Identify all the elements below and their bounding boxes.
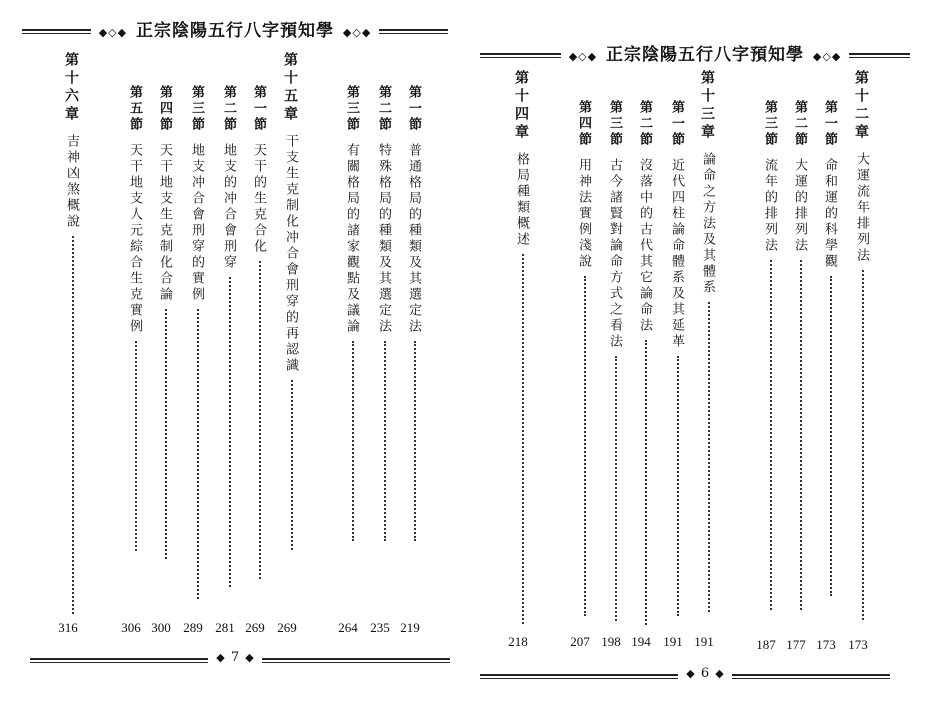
leader-dots bbox=[352, 341, 354, 541]
entry-title: 有關格局的諸家觀點及議論 bbox=[344, 143, 359, 335]
leader-dots bbox=[522, 254, 524, 624]
page-ref: 219 bbox=[400, 620, 420, 635]
entry-label: 第五節 bbox=[127, 85, 142, 133]
page-ref: 300 bbox=[151, 620, 171, 635]
toc-entry bbox=[852, 70, 874, 620]
entry-label: 第十六章 bbox=[63, 52, 79, 124]
entry-title: 天干地支人元綜合生克實例 bbox=[127, 143, 142, 335]
page-ref: 177 bbox=[786, 637, 806, 652]
entry-title: 格局種類概述 bbox=[514, 152, 529, 248]
page-number: 6 bbox=[700, 666, 710, 681]
entry-title: 大運的排列法 bbox=[792, 158, 807, 254]
ornament-icon: ◆ bbox=[686, 667, 695, 680]
page-ref: 191 bbox=[694, 634, 714, 649]
leader-dots bbox=[584, 276, 586, 616]
toc-entry bbox=[187, 85, 209, 599]
ornament-icon: ◆◇◆ bbox=[812, 50, 842, 63]
entry-label: 第三節 bbox=[344, 85, 359, 133]
leader-dots bbox=[830, 276, 832, 596]
leader-dots bbox=[72, 236, 74, 614]
page-ref: 289 bbox=[183, 620, 203, 635]
leader-dots bbox=[384, 341, 386, 541]
entry-title: 吉神凶煞概說 bbox=[64, 134, 79, 230]
entry-label: 第二節 bbox=[792, 100, 807, 148]
leader-dots bbox=[197, 309, 199, 599]
leader-dots bbox=[135, 341, 137, 551]
entry-label: 第一節 bbox=[251, 85, 266, 133]
toc-entry bbox=[404, 85, 426, 541]
ornament-icon: ◆◇◆ bbox=[342, 26, 372, 39]
entry-label: 第三節 bbox=[607, 100, 622, 148]
toc-entry bbox=[219, 85, 241, 587]
toc-entry bbox=[667, 100, 689, 616]
entry-title: 天干的生克合化 bbox=[251, 143, 266, 255]
entry-title: 大運流年排列法 bbox=[854, 152, 869, 264]
page-ref: 198 bbox=[601, 634, 621, 649]
entry-title: 地支冲合會刑穿的實例 bbox=[189, 143, 204, 303]
toc-entry bbox=[281, 52, 303, 550]
left-page-header bbox=[0, 16, 470, 41]
entry-label: 第四節 bbox=[157, 85, 172, 133]
entry-title: 古今諸賢對論命方式之看法 bbox=[607, 158, 622, 350]
toc-entry bbox=[512, 70, 534, 624]
leader-dots bbox=[229, 277, 231, 587]
page-ref: 235 bbox=[370, 620, 390, 635]
leader-dots bbox=[165, 309, 167, 559]
entry-label: 第一節 bbox=[406, 85, 421, 133]
page-ref: 264 bbox=[338, 620, 358, 635]
entry-label: 第二節 bbox=[221, 85, 236, 133]
entry-title: 近代四柱論命體系及其延革 bbox=[669, 158, 684, 350]
toc-entry bbox=[790, 100, 812, 610]
entry-title: 天干地支生克制化合論 bbox=[157, 143, 172, 303]
ornament-icon: ◆ bbox=[216, 651, 225, 664]
entry-title: 用神法實例淺說 bbox=[576, 158, 591, 270]
entry-label: 第十二章 bbox=[853, 70, 869, 142]
right-page-footer bbox=[470, 666, 940, 681]
toc-entry bbox=[342, 85, 364, 541]
page-ref: 173 bbox=[816, 637, 836, 652]
leader-dots bbox=[645, 340, 647, 625]
entry-title: 流年的排列法 bbox=[762, 158, 777, 254]
toc-entry bbox=[125, 85, 147, 551]
leader-dots bbox=[862, 270, 864, 620]
toc-entry bbox=[698, 70, 720, 612]
entry-title: 干支生克制化冲合會刑穿的再認識 bbox=[283, 134, 298, 374]
leader-dots bbox=[770, 260, 772, 610]
entry-label: 第十三章 bbox=[699, 70, 715, 142]
page-ref: 218 bbox=[508, 634, 528, 649]
page-number: 7 bbox=[230, 650, 240, 665]
page-number-wrap bbox=[678, 666, 732, 681]
leader-dots bbox=[677, 356, 679, 616]
toc-entry bbox=[605, 100, 627, 621]
entry-label: 第二節 bbox=[376, 85, 391, 133]
leader-dots bbox=[414, 341, 416, 541]
toc-entry bbox=[760, 100, 782, 610]
toc-entry bbox=[574, 100, 596, 616]
entry-title: 命和運的科學觀 bbox=[822, 158, 837, 270]
toc-entry bbox=[820, 100, 842, 596]
leader-dots bbox=[708, 302, 710, 612]
toc-entry bbox=[249, 85, 271, 579]
entry-label: 第二節 bbox=[637, 100, 652, 148]
entry-title: 沒落中的古代其它論命法 bbox=[637, 158, 652, 334]
leader-dots bbox=[615, 356, 617, 621]
right-page bbox=[470, 0, 940, 712]
entry-title: 特殊格局的種類及其選定法 bbox=[376, 143, 391, 335]
left-page-footer bbox=[0, 650, 470, 665]
page-ref: 187 bbox=[756, 637, 776, 652]
page-ref: 306 bbox=[121, 620, 141, 635]
toc-entry bbox=[374, 85, 396, 541]
header-title-wrap bbox=[91, 16, 380, 41]
page-number-wrap bbox=[208, 650, 262, 665]
right-page-header bbox=[470, 40, 940, 65]
page-ref: 269 bbox=[245, 620, 265, 635]
entry-title: 普通格局的種類及其選定法 bbox=[406, 143, 421, 335]
leader-dots bbox=[291, 380, 293, 550]
page-ref: 173 bbox=[848, 637, 868, 652]
page-ref: 191 bbox=[663, 634, 683, 649]
ornament-icon: ◆ bbox=[245, 651, 254, 664]
leader-dots bbox=[259, 261, 261, 579]
entry-label: 第四節 bbox=[576, 100, 591, 148]
header-title: 正宗陰陽五行八字預知學 bbox=[136, 21, 334, 41]
page-ref: 316 bbox=[58, 620, 78, 635]
toc-entry bbox=[62, 52, 84, 614]
entry-label: 第十四章 bbox=[513, 70, 529, 142]
entry-label: 第一節 bbox=[669, 100, 684, 148]
leader-dots bbox=[800, 260, 802, 610]
entry-title: 地支的冲合會刑穿 bbox=[221, 143, 236, 271]
ornament-icon: ◆◇◆ bbox=[568, 50, 598, 63]
entry-label: 第三節 bbox=[189, 85, 204, 133]
header-title: 正宗陰陽五行八字預知學 bbox=[606, 45, 804, 65]
header-title-wrap bbox=[561, 40, 850, 65]
ornament-icon: ◆ bbox=[715, 667, 724, 680]
ornament-icon: ◆◇◆ bbox=[98, 26, 128, 39]
page-ref: 269 bbox=[277, 620, 297, 635]
entry-label: 第一節 bbox=[822, 100, 837, 148]
toc-entry bbox=[155, 85, 177, 559]
page-ref: 194 bbox=[631, 634, 651, 649]
page-ref: 281 bbox=[215, 620, 235, 635]
entry-label: 第十五章 bbox=[282, 52, 298, 124]
entry-label: 第三節 bbox=[762, 100, 777, 148]
entry-title: 論命之方法及其體系 bbox=[700, 152, 715, 296]
toc-entry bbox=[635, 100, 657, 625]
page-ref: 207 bbox=[570, 634, 590, 649]
